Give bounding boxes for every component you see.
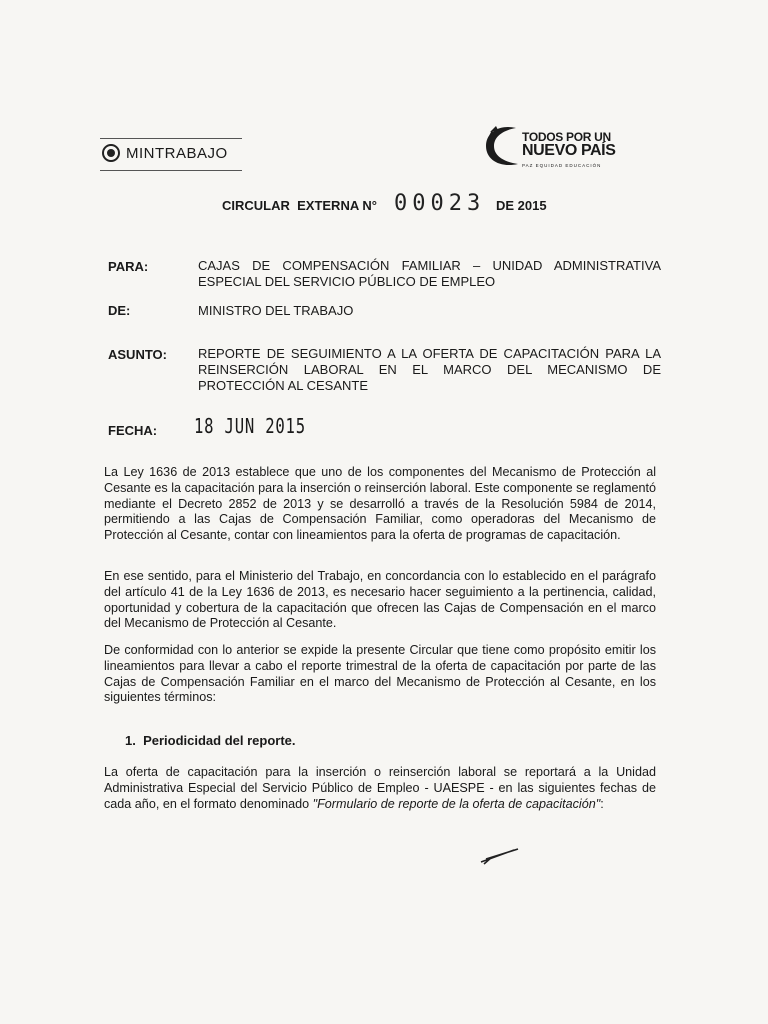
initials-signature-icon: [478, 844, 522, 868]
header-rule-bottom: [100, 170, 242, 171]
paragraph-1: La Ley 1636 de 2013 establece que uno de los componentes del Mecanismo de Protección al Cesante es la capacitación para la inserción o reinserción laboral. Este componente se reglamentó mediante el Decreto 2852 de 2013 y se desarrolló a través de la Resolución 5984 de 2014, permitiendo a las Cajas de Compensación Familiar, como operadoras del Mecanismo de Protección al Cesante, contar con lineamientos para la oferta de programas de capacitación.: [104, 465, 656, 543]
nuevo-pais-swoosh-icon: [482, 122, 520, 170]
asunto-value: REPORTE DE SEGUIMIENTO A LA OFERTA DE CAPACITACIÓN PARA LA REINSERCIÓN LABORAL EN EL MARCO DEL MECANISMO DE PROTECCIÓN AL CESANTE: [198, 346, 661, 393]
para-value: CAJAS DE COMPENSACIÓN FAMILIAR – UNIDAD ADMINISTRATIVA ESPECIAL DEL SERVICIO PÚBLICO DE EMPLEO: [198, 258, 661, 289]
header-rule-top: [100, 138, 242, 139]
de-label: DE:: [108, 303, 131, 318]
nuevo-pais-logo: [482, 122, 617, 172]
fecha-stamp: 18 JUN 2015: [194, 414, 306, 438]
paragraph-4-text: La oferta de capacitación para la inserción o reinserción laboral se reportará a la Unidad Administrativa Especial del Servicio Público de Empleo - UAESPE - en las siguientes fechas de cada año, en el formato denominado: [104, 765, 656, 811]
form-name: "Formulario de reporte de la oferta de capacitación": [312, 796, 601, 811]
de-value: MINISTRO DEL TRABAJO: [198, 303, 354, 318]
paragraph-3: De conformidad con lo anterior se expide la presente Circular que tiene como propósito emitir los lineamientos para llevar a cabo el reporte trimestral de la oferta de capacitación por parte de las Cajas de Compensación Familiar en el marco del Mecanismo de Protección al Cesante, en los siguientes términos:: [104, 643, 656, 705]
ministry-logo-text: MINTRABAJO: [126, 144, 228, 162]
circular-number: 00023: [394, 191, 486, 216]
gov-logo-line2: NUEVO PAÍS: [522, 142, 616, 159]
section-heading-periodicidad: 1. Periodicidad del reporte.: [125, 733, 296, 748]
mintrabajo-logo: [102, 144, 228, 162]
para-label: PARA:: [108, 259, 149, 274]
asunto-label: ASUNTO:: [108, 347, 167, 362]
paragraph-2: En ese sentido, para el Ministerio del Trabajo, en concordancia con lo establecido en el parágrafo del artículo 41 de la Ley 1636 de 2013, es necesario hacer seguimiento a la pertinencia, calidad, oportunidad y cobertura de la capacitación que ofrecen las Cajas de Compensación en el marco del Mecanismo de Protección al Cesante.: [104, 569, 656, 631]
coat-of-arms-icon: [102, 144, 120, 162]
circular-year: DE 2015: [496, 198, 547, 213]
gov-logo-line3: PAZ EQUIDAD EDUCACIÓN: [522, 163, 602, 168]
fecha-label: FECHA:: [108, 423, 158, 438]
circular-label: CIRCULAR EXTERNA N°: [222, 198, 377, 213]
gov-logo-line1: TODOS POR UN: [522, 130, 611, 144]
paragraph-4: [104, 765, 656, 812]
paragraph-4-end: :: [600, 796, 604, 811]
